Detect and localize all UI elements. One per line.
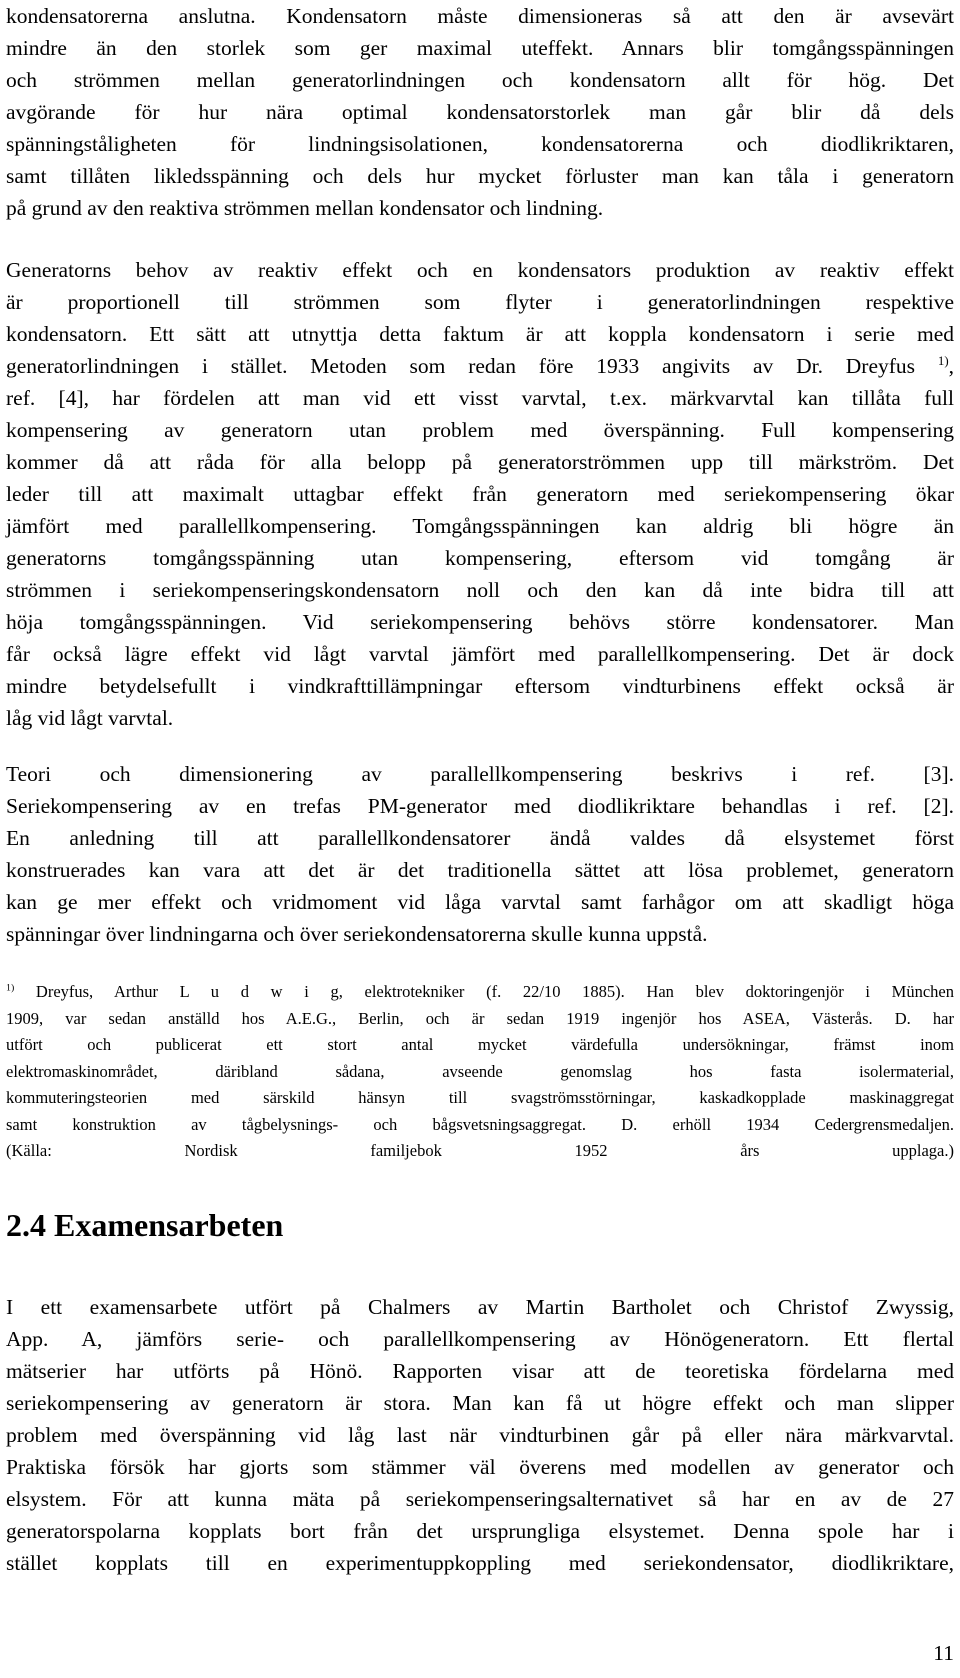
text-line: leder till att maximalt uttagbar effekt från generatorn med seriekompensering ökar <box>6 482 954 506</box>
text-line: Teori och dimensionering av parallellkompensering beskrivs i ref. [3]. <box>6 762 954 786</box>
footnote-line: (Källa: Nordisk familjebok 1952 års upplaga.) <box>6 1141 954 1160</box>
text-line: och strömmen mellan generatorlindningen och kondensatorn allt för hög. Det <box>6 68 954 92</box>
text-segment: , <box>948 354 954 378</box>
text-segment: Dreyfus, Arthur L u d w i g, elektrotekniker (f. 22/10 1885). Han blev doktoringenjör i München <box>14 982 954 1001</box>
text-line: generatorns tomgångsspänning utan kompensering, eftersom vid tomgång är <box>6 546 954 570</box>
page-number: 11 <box>933 1641 954 1665</box>
text-line: mindre betydelsefullt i vindkrafttillämpningar eftersom vindturbinens effekt också är <box>6 674 954 698</box>
text-line: mindre än den storlek som ger maximal uteffekt. Annars blir tomgångsspänningen <box>6 36 954 60</box>
body-paragraph-references <box>6 758 954 950</box>
text-line: konstruerades kan vara att det är det traditionella sättet att lösa problemet, generatorn <box>6 858 954 882</box>
text-line: på grund av den reaktiva strömmen mellan kondensator och lindning. <box>6 196 604 220</box>
text-line: avgörande för hur nära optimal kondensatorstorlek man går blir då dels <box>6 100 954 124</box>
text-line: Praktiska försök har gjorts som stämmer väl överens med modellen av generator och <box>6 1455 954 1479</box>
footnote-reference: 1) <box>937 353 949 368</box>
body-paragraph-thesis <box>6 1291 954 1579</box>
text-line: stället kopplats till en experimentuppkoppling med seriekondensator, diodlikriktare, <box>6 1551 954 1575</box>
section-heading: 2.4 Examensarbeten <box>6 1207 284 1243</box>
text-line: jämfört med parallellkompensering. Tomgångsspänningen kan aldrig bli högre än <box>6 514 954 538</box>
text-line: låg vid lågt varvtal. <box>6 706 174 730</box>
text-line: elsystem. För att kunna mäta på seriekompenseringsalternativet så har en av de 27 <box>6 1487 954 1511</box>
text-line: kompensering av generatorn utan problem med överspänning. Full kompensering <box>6 418 954 442</box>
body-paragraph-continuation <box>6 0 954 224</box>
footnote-line: samt konstruktion av tågbelysnings- och bågsvetsningsaggregat. D. erhöll 1934 Cedergrensmedaljen. <box>6 1114 954 1134</box>
text-line: problem med överspänning vid låg last när vindturbinen går på eller nära märkvarvtal. <box>6 1423 954 1447</box>
text-line: En anledning till att parallellkondensatorer ändå valdes då elsystemet först <box>6 826 954 850</box>
text-segment: generatorlindningen i stället. Metoden som redan före 1933 angivits av Dr. Dreyfus <box>6 354 916 378</box>
text-line: App. A, jämförs serie- och parallellkompensering av Hönögeneratorn. Ett flertal <box>6 1327 954 1351</box>
footnote <box>6 979 954 1165</box>
text-line: kondensatorerna anslutna. Kondensatorn måste dimensioneras så att den är avsevärt <box>6 4 954 28</box>
text-line: Seriekompensering av en trefas PM-generator med diodlikriktare behandlas i ref. [2]. <box>6 794 954 818</box>
footnote-line: 1909, var sedan anställd hos A.E.G., Berlin, och är sedan 1919 ingenjör hos ASEA, Västerås. D. har <box>6 1008 954 1028</box>
text-line: kan ge mer effekt och vridmoment vid låga varvtal samt farhågor om att skadligt höga <box>6 890 954 914</box>
footnote-line <box>6 979 954 1006</box>
text-line: kondensatorn. Ett sätt att utnyttja detta faktum är att koppla kondensatorn i serie med <box>6 322 954 346</box>
text-line: strömmen i seriekompenseringskondensatorn noll och den kan då inte bidra till att <box>6 578 954 602</box>
footnote-line: kommuteringsteorien med särskild hänsyn till svagströmsstörningar, kaskadkopplade maskinaggregat <box>6 1088 954 1107</box>
footnote-line: elektromaskinområdet, däribland sådana, avseende genomslag hos fasta isolermaterial, <box>6 1061 954 1081</box>
body-paragraph-series-compensation <box>6 254 954 734</box>
text-line-with-footnote-ref <box>6 350 954 382</box>
text-line: samt tillåten likledsspänning och dels hur mycket förluster man kan tåla i generatorn <box>6 164 954 188</box>
text-line: mätserier har utförts på Hönö. Rapporten visar att de teoretiska fördelarna med <box>6 1359 954 1383</box>
text-line: spänningståligheten för lindningsisolationen, kondensatorerna och diodlikriktaren, <box>6 132 954 156</box>
text-line: ref. [4], har fördelen att man vid ett visst varvtal, t.ex. märkvarvtal kan tillåta full <box>6 386 954 410</box>
text-line: spänningar över lindningarna och över seriekondensatorerna skulle kunna uppstå. <box>6 922 708 946</box>
text-line: kommer då att råda för alla belopp på generatorströmmen upp till märkström. Det <box>6 450 954 474</box>
text-line: höja tomgångsspänningen. Vid seriekompensering behövs större kondensatorer. Man <box>6 610 954 634</box>
footnote-line: utfört och publicerat ett stort antal mycket värdefulla undersökningar, främst inom <box>6 1035 954 1054</box>
text-line: seriekompensering av generatorn är stora. Man kan få ut högre effekt och man slipper <box>6 1391 954 1415</box>
text-line: generatorspolarna kopplats bort från det ursprungliga elsystemet. Denna spole har i <box>6 1519 954 1543</box>
text-line: I ett examensarbete utfört på Chalmers av Martin Bartholet och Christof Zwyssig, <box>6 1295 954 1319</box>
text-line: Generatorns behov av reaktiv effekt och en kondensators produktion av reaktiv effekt <box>6 258 954 282</box>
text-line: får också lägre effekt vid lågt varvtal jämfört med parallellkompensering. Det är dock <box>6 642 954 666</box>
text-line: är proportionell till strömmen som flyter i generatorlindningen respektive <box>6 290 954 314</box>
footnote-marker: 1) <box>6 982 15 994</box>
